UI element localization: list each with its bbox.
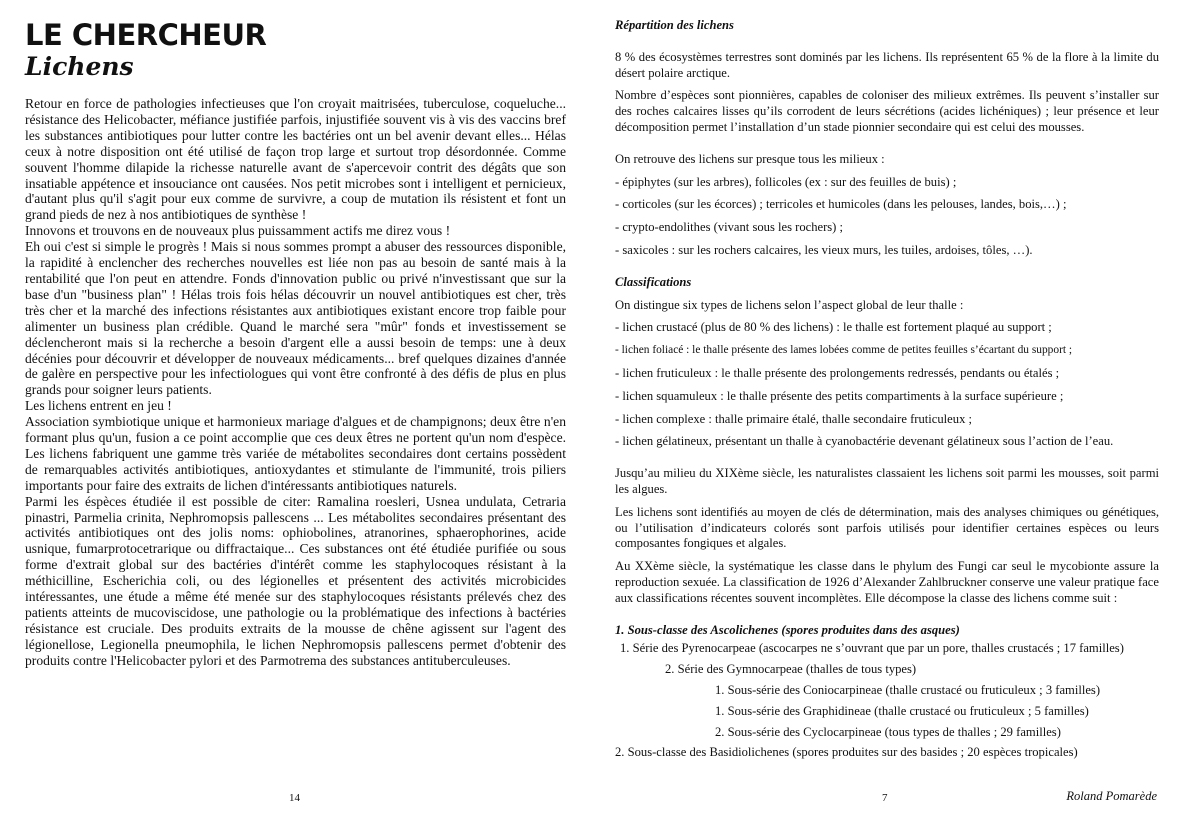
article-paragraph: Innovons et trouvons en de nouveaux plus puissamment actifs me direz vous !	[25, 223, 451, 239]
type-item: - lichen gélatineux, présentant un thalle à cyanobactérie devenant gélatineux sous l’action de l’eau.	[615, 434, 1114, 449]
milieux-item: - saxicoles : sur les rochers calcaires, les vieux murs, les tuiles, ardoises, tôles, …).	[615, 242, 1033, 257]
heading-classifications: Classifications	[615, 274, 692, 289]
section-title: Lichens	[25, 52, 134, 81]
paragraph: Jusqu’au milieu du XIXème siècle, les naturalistes classaient les lichens soit parmi les mousses, soit parmi les algues.	[615, 466, 1159, 496]
milieux-item: - épiphytes (sur les arbres), follicoles (ex : sur des feuilles de buis) ;	[615, 174, 957, 189]
article-body	[25, 96, 566, 669]
right-page	[590, 0, 1181, 826]
milieux-item: - crypto-endolithes (vivant sous les rochers) ;	[615, 220, 844, 235]
tree-heading: 1. Sous-classe des Ascolichenes (spores produites dans des asques)	[615, 622, 960, 637]
type-item: - lichen foliacé : le thalle présente des lames lobées comme de petites feuilles s’écartant du support ;	[615, 344, 1073, 357]
tree-item: 1. Série des Pyrenocarpeae (ascocarpes ne s’ouvrant que par un pore, thalles crustacés ; 17 familles)	[620, 641, 1124, 656]
tree-item: 2. Sous-classe des Basidiolichenes (spores produites sur des basides ; 20 espèces tropicales)	[615, 745, 1078, 760]
type-item: - lichen squamuleux : le thalle présente des petits compartiments à la surface supérieure ;	[615, 388, 1064, 403]
article-paragraph: Parmi les éspèces étudiée il est possible de citer: Ramalina roesleri, Usnea undulata, Cetraria pinastri, Parmelia crinita, Nephromopsis pallescens ... Les métabolites secondaires présentant des activités antibiotiques ont des jolis noms: ophiobolines, atranorines, sphaerophorines, acide usnique, fumarprotocetrarique ou diffractaique... Ces substances ont été étudiée purifiée ou sous forme d'extrait global sur des bactéries d'intérêt comme les staphylocoques résistant à la méthicilline, Escherichia coli, ou des légionelles et présentent des activités microbicides intéressantes, une étude a même été menée sur des staphylocoques résistants prélevés chez des patients atteints de mucoviscidose, une pathologie ou la problématique des infections à bactéries résistance est cruciale. Des produits extraits de la mousse de chêne agissent sur l'agent des légionellose, Legionella pneumophila, le lichen Nephromopsis pallescens permet d'obtenir des produits contre l'Helicobacter pylori et des Parmotrema des substances antituberculeuses.	[25, 493, 566, 668]
paragraph: Nombre d’espèces sont pionnières, capables de coloniser des milieux extrêmes. Ils peuvent s’installer sur des roches calcaires lisses qu’ils corrodent de leurs sécrétions (acides lichéniques) ; leur présence et leur décomposition permet l’installation d’un stade pionnier secondaire qui est celui des mousses.	[615, 88, 1159, 134]
article-paragraph: Eh oui c'est si simple le progrès ! Mais si nous sommes prompt a abuser des ressources disponible, la rapidité à enclencher des recherches nouvelles est liée non pas au besoin de santé mais à la rentabilité que l'on peut en attendre. Fonds d'innovation public ou privé n'investissant que sur la base d'un "business plan" ! Hélas trois fois hélas découvrir un nouvel antibiotiques est cher, très très cher et la marché des infections résistantes aux antibiotiques existant encore trop faible pour alimenter un business plan crédible. Quand le marché sera "mûr" fonds et investissement se déclencheront mais si la recherche a besoin d'argent elle a aussi besoin de temps: une à deux décénies pour découvrir et développer de nouveaux médicaments... bref quelques dizaines d'année de galère en perspective pour les infectiologues qui vont être confronté à des défis de plus en plus grands pour soigner leurs patients.	[25, 239, 566, 398]
article-paragraph: Association symbiotique unique et harmonieux mariage d'algues et de champignons; deux être n'en formant plus qu'un, fusion a ce point accomplie que ces deux êtres ne portent qu'un nom d'espèce. Les lichens fabriquent une gamme très variée de métabolites secondaires dont certains possèdent de remarquables activités antibiotiques, antioxydantes et stimulante de l'immunité, trois piliers importants pour faire des extraits de lichen d'intéressants antibiotiques naturels.	[25, 414, 566, 493]
types-intro: On distingue six types de lichens selon l’aspect global de leur thalle :	[615, 297, 964, 312]
tree-item: 2. Série des Gymnocarpeae (thalles de tous types)	[665, 662, 917, 677]
paragraph: 8 % des écosystèmes terrestres sont dominés par les lichens. Ils représentent 65 % de la flore à la limite du désert polaire arctique.	[615, 49, 1159, 80]
paragraph: Au XXème siècle, la systématique les classe dans le phylum des Fungi car seul le mycobionte assure la reproduction sexuée. La classification de 1926 d’Alexander Zahlbruckner conserve une valeur pratique face aux classifications récentes souvent incomplètes. Elle décompose la classe des lichens comme suit :	[615, 559, 1159, 605]
type-item: - lichen complexe : thalle primaire étalé, thalle secondaire fruticuleux ;	[615, 411, 973, 426]
page-number: 7	[882, 792, 888, 804]
tree-item: 2. Sous-série des Cyclocarpineae (tous types de thalles ; 29 familles)	[715, 724, 1061, 739]
paragraph: Les lichens sont identifiés au moyen de clés de détermination, mais des analyses chimiques ou génétiques, ou l’utilisation d’indicateurs colorés sont parfois utilisés pour identifier certaines espèces ou leurs composantes fongiques et algales.	[615, 504, 1159, 551]
article-paragraph: Les lichens entrent en jeu !	[25, 398, 172, 414]
tree-item: 1. Sous-série des Graphidineae (thalle crustacé ou fruticuleux ; 5 familles)	[715, 703, 1089, 718]
type-item: - lichen crustacé (plus de 80 % des lichens) : le thalle est fortement plaqué au support ;	[615, 320, 1052, 335]
classification-tree	[615, 638, 1159, 763]
page-number: 14	[289, 792, 300, 804]
article-paragraph: Retour en force de pathologies infectieuses que l'on croyait maitrisées, tuberculose, coqueluche... résistance des Helicobacter, méfiance justifiée parfois, injustifiée souvent vis à vis des vaccins bref les substances antibiotiques pour lutter contre les bactéries ont un bel avenir devant elles... Hélas ceux à notre disposition ont été utilisé de façon trop large et surtout trop désordonnée. Comme souvent l'homme dilapide la richesse naturelle avant de s'apercevoir contrit des dégâts que son insatiable appétence et insouciance ont causées. Nos petit microbes sont i intelligent et pernicieux, d'autant plus qu'il s'agit pour eux comme de survivre, a coup de mutation ils résistent et font un grand pieds de nez à nos antibiotiques de synthèse !	[25, 96, 566, 223]
tree-item: 1. Sous-série des Coniocarpineae (thalle crustacé ou fruticuleux ; 3 familles)	[715, 682, 1101, 697]
magazine-masthead: LE CHERCHEUR	[25, 18, 267, 52]
type-item: - lichen fruticuleux : le thalle présente des prolongements redressés, pendants ou étalés ;	[615, 365, 1060, 380]
author-name: Roland Pomarède	[1066, 789, 1157, 803]
heading-repartition: Répartition des lichens	[615, 18, 734, 32]
milieux-intro: On retrouve des lichens sur presque tous les milieux :	[615, 151, 885, 166]
milieux-item: - corticoles (sur les écorces) ; terricoles et humicoles (dans les pelouses, landes, bois,…) ;	[615, 197, 1067, 212]
left-page	[0, 0, 590, 826]
